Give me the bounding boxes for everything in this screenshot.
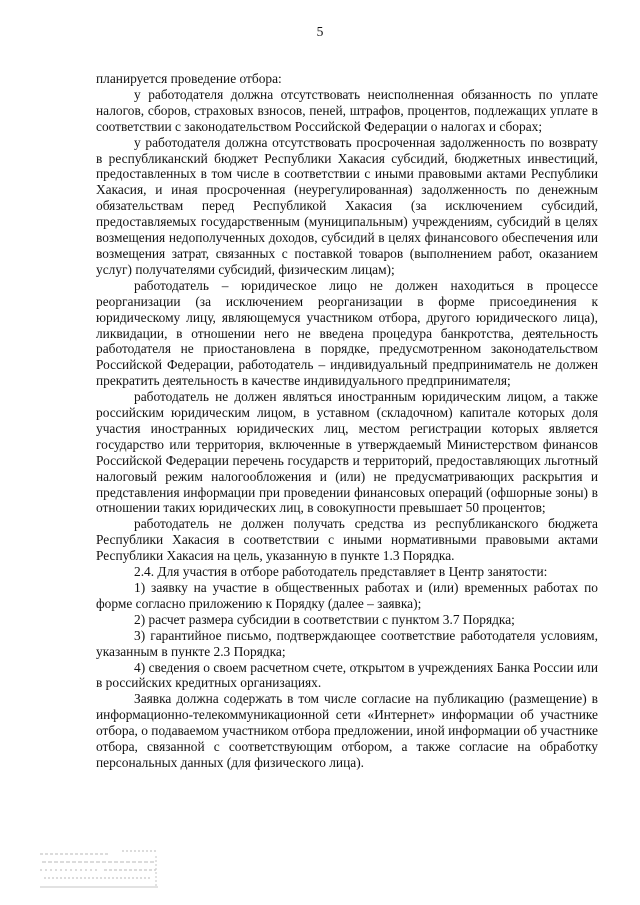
paragraph-budget-debt: у работодателя должна отсутствовать просроченная задолженность по возврату в республиканский бюджет Республики Хакасия субсидий, бюджетных инвестиций, предоставленных в том числе в соответствии с иными правовыми актами Республики Хакасия, и иная просроченная (неурегулированная) задолженность по денежным обязательствам перед Республикой Хакасия (за исключением субсидий, предоставляемых государственным (муниципальным) учреждениям, субсидий в целях возмещения недополученных доходов, субсидий в целях финансового обеспечения или возмещения затрат, связанных с поставкой товаров (выполнением работ, оказанием услуг) получателями субсидий, физическим лицам); — [96, 134, 598, 277]
registration-stamp-mark — [38, 848, 160, 892]
list-item-subsidy-calculation: 2) расчет размера субсидии в соответствии с пунктом 3.7 Порядка; — [134, 611, 515, 627]
page-number: 5 — [316, 24, 324, 39]
paragraph-other-funds: работодатель не должен получать средства из республиканского бюджета Республики Хакасия в соответствии с иными нормативными правовыми актами Республики Хакасия на цель, указанную в пункте 1.3 Порядка. — [96, 516, 598, 564]
paragraph-tax-obligation: у работодателя должна отсутствовать неисполненная обязанность по уплате налогов, сборов, страховых взносов, пеней, штрафов, процентов, подлежащих уплате в соответствии с законодательством Российской Федерации о налогах и сборах; — [96, 86, 598, 134]
paragraph-section-2-4: 2.4. Для участия в отборе работодатель представляет в Центр занятости: — [134, 564, 548, 580]
document-body — [96, 71, 598, 771]
list-item-bank-account: 4) сведения о своем расчетном счете, открытом в учреждениях Банка России или в российских кредитных организациях. — [96, 659, 598, 691]
list-item-guarantee-letter: 3) гарантийное письмо, подтверждающее соответствие работодателя условиям, указанным в пункте 2.3 Порядка; — [96, 627, 598, 659]
list-item-application: 1) заявку на участие в общественных работах и (или) временных работах по форме согласно приложению к Порядку (далее – заявка); — [96, 580, 598, 611]
paragraph-foreign-entity: работодатель не должен являться иностранным юридическим лицом, а также российским юридическим лицом, в уставном (складочном) капитале которых доля участия иностранных юридических лиц, местом регистрации которых является государство или территория, включенные в утверждаемый Министерством финансов Российской Федерации перечень государств и территорий, предоставляющих льготный налоговый режим налогообложения и (или) не предусматривающих раскрытия и представления информации при проведении финансовых операций (офшорные зоны) в отношении таких юридических лиц, в совокупности превышает 50 процентов; — [96, 389, 598, 516]
paragraph-application-consent: Заявка должна содержать в том числе согласие на публикацию (размещение) в информационно-телекоммуникационной сети «Интернет» информации об участнике отбора, о подаваемом участником отбора предложении, иной информации об участнике отбора, связанной с соответствующим отбором, а также согласие на обработку персональных данных (для физического лица). — [96, 691, 598, 770]
paragraph-intro: планируется проведение отбора: — [96, 71, 282, 86]
paragraph-reorganization: работодатель – юридическое лицо не должен находиться в процессе реорганизации (за исключением реорганизации в форме присоединения к юридическому лицу, являющемуся участником отбора, другого юридического лица), ликвидации, в отношении него не введена процедура банкротства, деятельность работодателя не приостановлена в порядке, предусмотренном законодательством Российской Федерации, работодатель – индивидуальный предприниматель не должен прекратить деятельность в качестве индивидуального предпринимателя; — [96, 277, 598, 389]
